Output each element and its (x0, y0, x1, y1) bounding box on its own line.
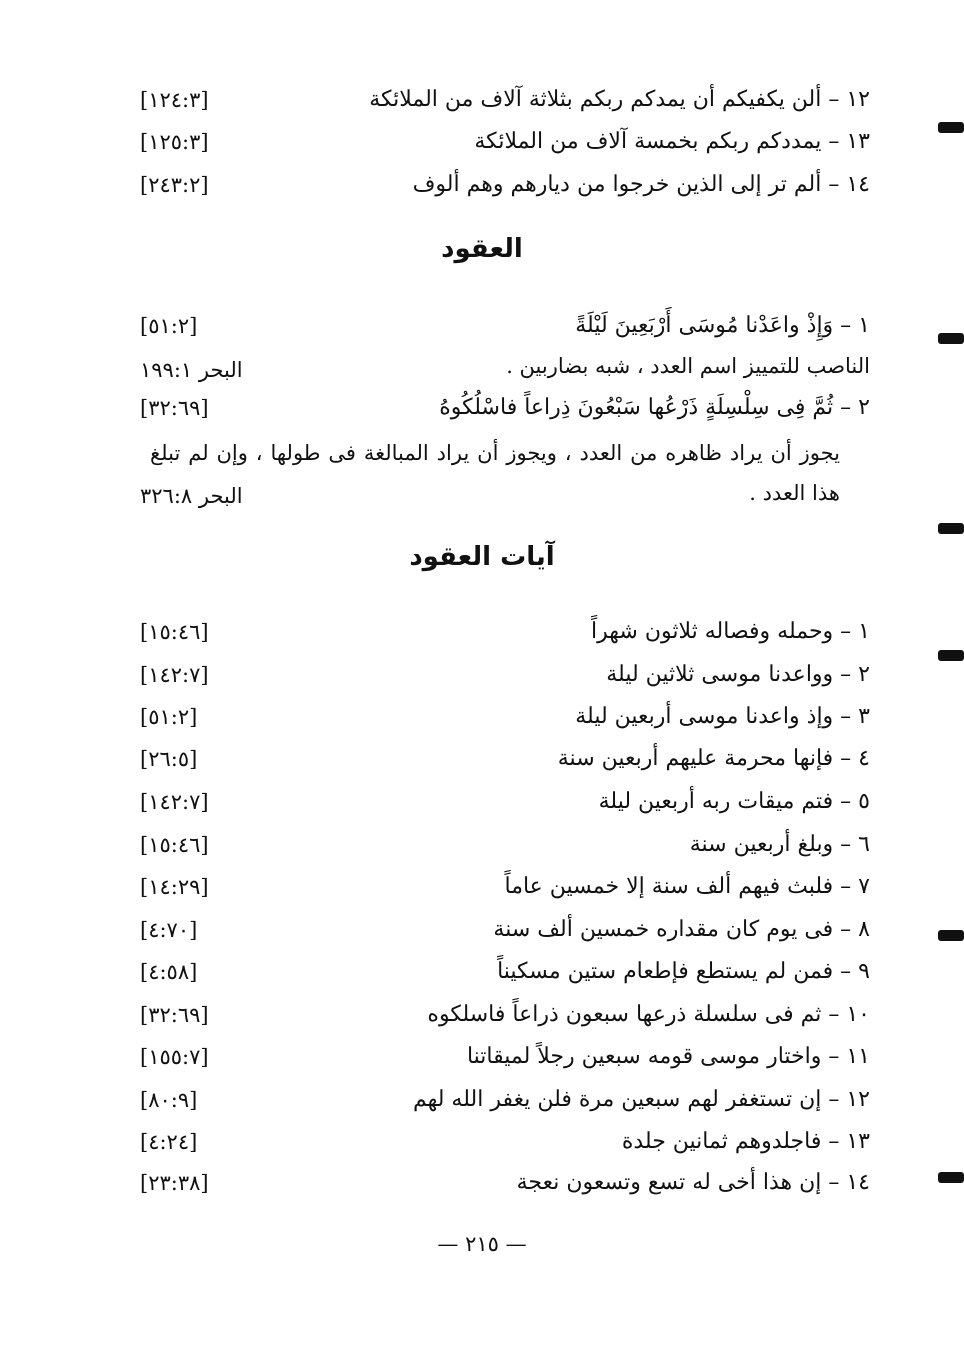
verse-reference: [٢٦:٥] (140, 747, 198, 771)
verse-text: ١٠ – ثم فى سلسلة ذرعها سبعون ذراعاً فاسلكوه (427, 1002, 870, 1027)
commentary-source: البحر ٣٢٦:٨ (140, 484, 243, 508)
verse-reference: [٤:٢٤] (140, 1130, 198, 1154)
list-item (140, 739, 870, 779)
scan-mark (938, 1172, 964, 1183)
verse-text: ٧ – فلبث فيهم ألف سنة إلا خمسين عاماً (504, 874, 870, 899)
verse-reference: [٨٠:٩] (140, 1088, 198, 1112)
verse-reference: [٢٤٣:٢] (140, 173, 209, 197)
list-item (140, 697, 870, 737)
scan-mark (938, 523, 964, 534)
list-item (140, 165, 870, 205)
list-item (140, 910, 870, 950)
list-item (140, 952, 870, 992)
list-item (140, 655, 870, 695)
verse-text: ١ – وَإِذْ واعَدْنا مُوسَى أَرْبَعِينَ لَيْلَةً (575, 313, 870, 338)
list-item (140, 825, 870, 865)
verse-reference: [١٥:٤٦] (140, 620, 209, 644)
verse-text: ١٢ – ألن يكفيكم أن يمدكم ربكم بثلاثة آلاف من الملائكة (369, 87, 870, 112)
verse-reference: [١٤:٢٩] (140, 875, 209, 899)
verse-text: ٨ – فى يوم كان مقداره خمسين ألف سنة (493, 917, 870, 942)
list-item (140, 1037, 870, 1077)
scan-mark (938, 122, 964, 133)
verse-text: ٢ – ثُمَّ فِى سِلْسِلَةٍ ذَرْعُها سَبْعُونَ ذِراعاً فاسْلُكُوهُ (439, 395, 870, 420)
section-heading: آيات العقود (409, 542, 555, 572)
verse-text: ١٤ – ألم تر إلى الذين خرجوا من ديارهم وهم ألوف (412, 172, 870, 197)
verse-reference: [٣٢:٦٩] (140, 396, 209, 420)
list-item (140, 867, 870, 907)
scan-mark (938, 930, 964, 941)
list-item (140, 782, 870, 822)
scan-mark (938, 650, 964, 661)
verse-reference: [٤:٥٨] (140, 960, 198, 984)
verse-reference: [١٢٥:٣] (140, 130, 209, 154)
verse-text: ٦ – وبلغ أربعين سنة (689, 832, 870, 857)
verse-reference: [٥١:٢] (140, 705, 198, 729)
commentary-note: الناصب للتمييز اسم العدد ، شبه بضاربين . (506, 354, 870, 378)
verse-text: ١٣ – يمددكم ربكم بخمسة آلاف من الملائكة (474, 129, 870, 154)
verse-text: ٩ – فمن لم يستطع فإطعام ستين مسكيناً (497, 959, 870, 984)
verse-text: ١١ – واختار موسى قومه سبعين رجلاً لميقاتنا (466, 1044, 870, 1069)
commentary-source: البحر ١٩٩:١ (140, 358, 243, 382)
list-item (140, 1122, 870, 1162)
verse-text: ١٢ – إن تستغفر لهم سبعين مرة فلن يغفر الله لهم (412, 1087, 870, 1112)
verse-reference: [١٤٢:٧] (140, 663, 209, 687)
list-item (140, 612, 870, 652)
verse-text: ٢ – وواعدنا موسى ثلاثين ليلة (606, 662, 870, 687)
list-item (140, 122, 870, 162)
verse-reference: [٣٢:٦٩] (140, 1003, 209, 1027)
verse-reference: [١٥٥:٧] (140, 1045, 209, 1069)
verse-text: ٥ – فتم ميقات ربه أربعين ليلة (598, 789, 870, 814)
list-item (140, 388, 870, 428)
verse-text: ١ – وحمله وفصاله ثلاثون شهراً (591, 619, 870, 644)
verse-reference: [١٥:٤٦] (140, 833, 209, 857)
list-item (140, 306, 870, 346)
verse-reference: [٥١:٢] (140, 314, 198, 338)
list-item (140, 1080, 870, 1120)
list-item (140, 80, 870, 120)
verse-text: ١٣ – فاجلدوهم ثمانين جلدة (621, 1129, 870, 1154)
scan-mark (938, 333, 964, 344)
list-item (140, 1163, 870, 1203)
page-number: — ٢١٥ — (437, 1232, 527, 1256)
section-heading: العقود (441, 234, 523, 264)
verse-text: ٣ – وإذ واعدنا موسى أربعين ليلة (575, 704, 870, 729)
verse-reference: [١٤٢:٧] (140, 790, 209, 814)
verse-reference: [٤:٧٠] (140, 918, 198, 942)
commentary-note: يجوز أن يراد ظاهره من العدد ، ويجوز أن يراد المبالغة فى طولها ، وإن لم تبلغ هذا العدد . (150, 441, 840, 505)
verse-reference: [٢٣:٣٨] (140, 1171, 209, 1195)
verse-text: ١٤ – إن هذا أخى له تسع وتسعون نعجة (516, 1170, 870, 1195)
verse-text: ٤ – فإنها محرمة عليهم أربعين سنة (557, 746, 870, 771)
list-item (140, 995, 870, 1035)
verse-reference: [١٢٤:٣] (140, 88, 209, 112)
